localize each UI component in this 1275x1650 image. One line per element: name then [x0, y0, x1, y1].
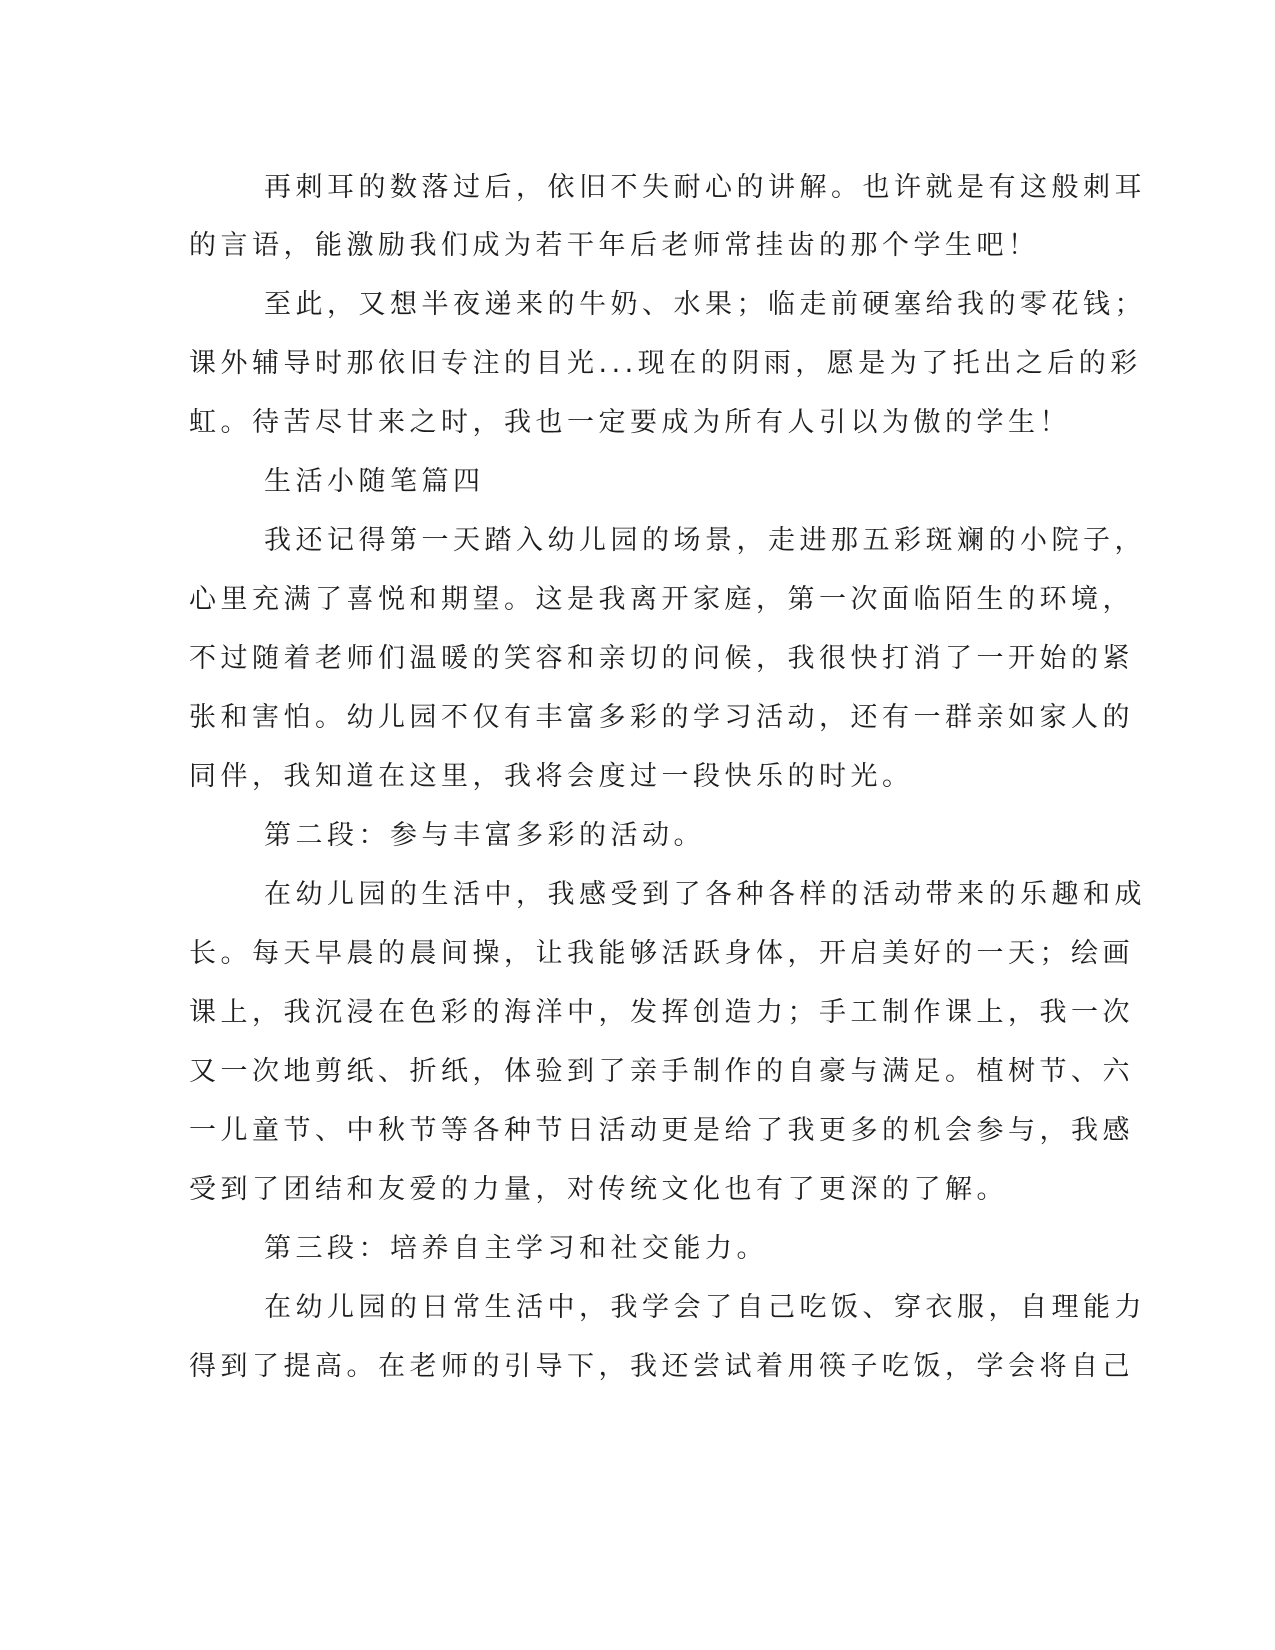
- text-line: 的言语，能激励我们成为若干年后老师常挂齿的那个学生吧！: [189, 230, 1040, 261]
- text-line: 至此，又想半夜递来的牛奶、水果；临走前硬塞给我的零花钱；: [264, 289, 1146, 320]
- text-line: 在幼儿园的生活中，我感受到了各种各样的活动带来的乐趣和成: [264, 879, 1146, 910]
- section-heading: 第三段：培养自主学习和社交能力。: [264, 1233, 768, 1264]
- text-line: 张和害怕。幼儿园不仅有丰富多彩的学习活动，还有一群亲如家人的: [189, 702, 1134, 733]
- text-line: 心里充满了喜悦和期望。这是我离开家庭，第一次面临陌生的环境，: [189, 584, 1134, 615]
- text-line: 一儿童节、中秋节等各种节日活动更是给了我更多的机会参与，我感: [189, 1115, 1134, 1146]
- text-line: 又一次地剪纸、折纸，体验到了亲手制作的自豪与满足。植树节、六: [189, 1056, 1134, 1087]
- section-heading: 第二段：参与丰富多彩的活动。: [264, 820, 705, 851]
- text-line: 课上，我沉浸在色彩的海洋中，发挥创造力；手工制作课上，我一次: [189, 997, 1134, 1028]
- text-line: 同伴，我知道在这里，我将会度过一段快乐的时光。: [189, 761, 914, 792]
- text-line: 得到了提高。在老师的引导下，我还尝试着用筷子吃饭，学会将自己: [189, 1351, 1134, 1382]
- text-line: 不过随着老师们温暖的笑容和亲切的问候，我很快打消了一开始的紧: [189, 643, 1134, 674]
- section-heading: 生活小随笔篇四: [264, 466, 485, 497]
- text-line: 再刺耳的数落过后，依旧不失耐心的讲解。也许就是有这般刺耳: [264, 172, 1146, 203]
- text-line: 课外辅导时那依旧专注的目光...现在的阴雨，愿是为了托出之后的彩: [189, 348, 1142, 379]
- text-line: 受到了团结和友爱的力量，对传统文化也有了更深的了解。: [189, 1174, 1008, 1205]
- text-line: 我还记得第一天踏入幼儿园的场景，走进那五彩斑斓的小院子，: [264, 525, 1146, 556]
- text-line: 在幼儿园的日常生活中，我学会了自己吃饭、穿衣服，自理能力: [264, 1292, 1146, 1323]
- text-line: 虹。待苦尽甘来之时，我也一定要成为所有人引以为傲的学生！: [189, 407, 1071, 438]
- text-line: 长。每天早晨的晨间操，让我能够活跃身体，开启美好的一天；绘画: [189, 938, 1134, 969]
